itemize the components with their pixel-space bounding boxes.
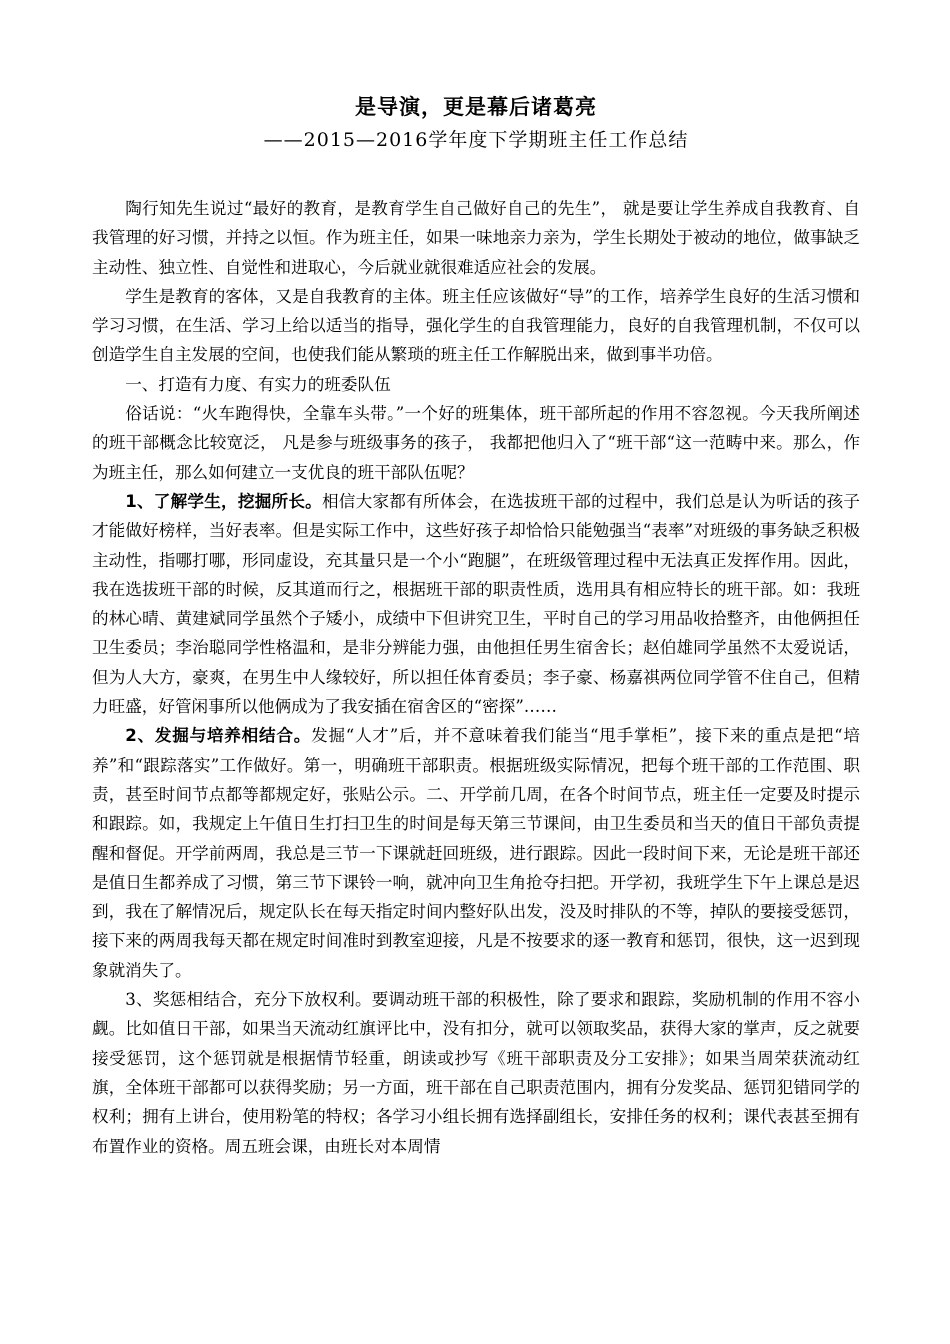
- paragraph-text: 3、奖惩相结合，充分下放权利。要调动班干部的积极性，除了要求和跟踪，奖励机制的作用不容小觑。比如值日干部，如果当天流动红旗评比中，没有扣分，就可以领取奖品，获得大家的掌声，反之就要接受惩罚，这个惩罚就是根据情节轻重，朗读或抄写《班干部职责及分工安排》；如果当周荣获流动红旗，全体班干部都可以获得奖励；另一方面，班干部在自己职责范围内，拥有分发奖品、惩罚犯错同学的权利；拥有上讲台，使用粉笔的特权；各学习小组长拥有选择副组长，安排任务的权利；课代表甚至拥有布置作业的资格。周五班会课，由班长对本周情: [92, 990, 860, 1156]
- paragraph-text: 发掘“人才”后，并不意味着我们能当“甩手掌柜”，接下来的重点是把“培养”和“跟踪落实”工作做好。第一，明确班干部职责。根据班级实际情况，把每个班干部的工作范围、职责，甚至时间节点都等都规定好，张贴公示。二、开学前几周，在各个时间节点，班主任一定要及时提示和跟踪。如，我规定上午值日生打扫卫生的时间是每天第三节课间，由卫生委员和当天的值日干部负责提醒和督促。开学前两周，我总是三节一下课就赶回班级，进行跟踪。因此一段时间下来，无论是班干部还是值日生都养成了习惯，第三节下课铃一响，就冲向卫生角抢夺扫把。开学初，我班学生下午上课总是迟到，我在了解情况后，规定队长在每天指定时间内整好队出发，没及时排队的不等，掉队的要接受惩罚，接下来的两周我每天都在规定时间准时到教室迎接，凡是不按要求的逐一教育和惩罚，很快，这一迟到现象就消失了。: [92, 726, 860, 980]
- paragraph-proverb: [92, 399, 860, 487]
- document-page: [92, 92, 860, 1161]
- paragraph-intro: [92, 194, 860, 282]
- document-body: [92, 194, 860, 1161]
- paragraph-point-1: [92, 487, 860, 721]
- document-title: 是导演，更是幕后诸葛亮: [355, 95, 597, 119]
- point-lead: 2、发掘与培养相结合。: [125, 726, 312, 746]
- section-heading-text: 一、打造有力度、有实力的班委队伍: [125, 374, 391, 394]
- paragraph-text: 陶行知先生说过“最好的教育，是教育学生自己做好自己的先生”， 就是要让学生养成自我教育、自我管理的好习惯，并持之以恒。作为班主任，如果一味地亲力亲为，学生长期处于被动的地位，做事缺乏主动性、独立性、自觉性和进取心，今后就业就很难适应社会的发展。: [92, 199, 860, 277]
- paragraph-student-subject: [92, 282, 860, 370]
- document-subtitle: ——2015—2016学年度下学期班主任工作总结: [263, 129, 689, 151]
- point-lead: 1、了解学生，挖掘所长。: [125, 491, 322, 511]
- paragraph-point-2: [92, 721, 860, 985]
- paragraph-text: 俗话说：“火车跑得快，全靠车头带。”一个好的班集体，班干部所起的作用不容忽视。今天我所阐述的班干部概念比较宽泛， 凡是参与班级事务的孩子， 我都把他归入了“班干部“这一范畴中来。那么，作为班主任，那么如何建立一支优良的班干部队伍呢？: [92, 404, 860, 482]
- paragraph-text: 相信大家都有所体会，在选拔班干部的过程中，我们总是认为听话的孩子才能做好榜样，当好表率。但是实际工作中，这些好孩子却恰恰只能勉强当“表率”对班级的事务缺乏积极主动性，指哪打哪，形同虚设，充其量只是一个小“跑腿”，在班级管理过程中无法真正发挥作用。因此，我在选拔班干部的时候，反其道而行之，根据班干部的职责性质，选用具有相应特长的班干部。如：我班的林心晴、黄建斌同学虽然个子矮小，成绩中下但讲究卫生，平时自己的学习用品收拾整齐，由他俩担任卫生委员；李治聪同学性格温和，是非分辨能力强，由他担任男生宿舍长；赵伯雄同学虽然不太爱说话，但为人大方，豪爽，在男生中人缘较好，所以担任体育委员；李子豪、杨嘉祺两位同学管不住自己，但精力旺盛，好管闲事所以他俩成为了我安插在宿舍区的“密探”……: [92, 491, 861, 717]
- section-heading-1: [92, 370, 860, 399]
- paragraph-point-3: [92, 985, 860, 1161]
- paragraph-text: 学生是教育的客体，又是自我教育的主体。班主任应该做好“导”的工作，培养学生良好的生活习惯和学习习惯，在生活、学习上给以适当的指导，强化学生的自我管理能力，良好的自我管理机制，不仅可以创造学生自主发展的空间，也使我们能从繁琐的班主任工作解脱出来，做到事半功倍。: [92, 286, 860, 365]
